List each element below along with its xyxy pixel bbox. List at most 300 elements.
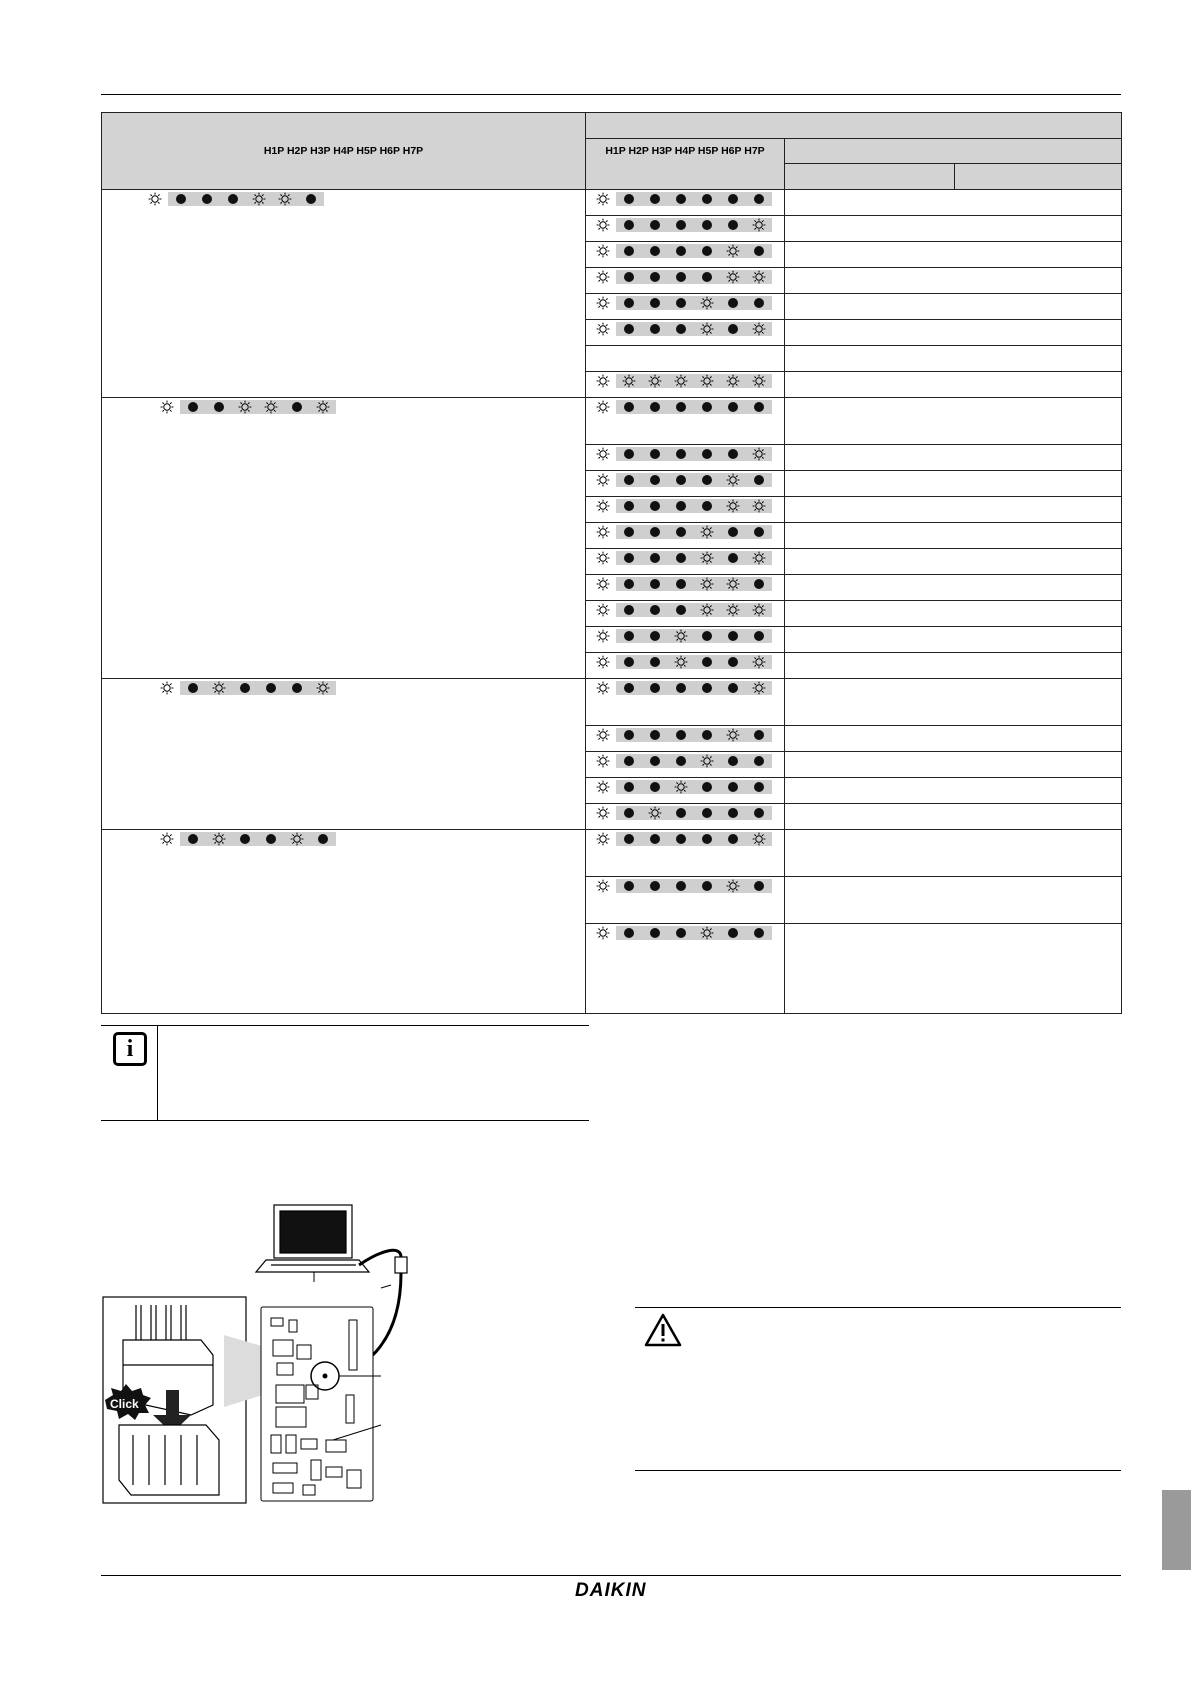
led-h5p <box>694 473 720 487</box>
led-on-sun-icon <box>148 192 162 206</box>
led-h3p <box>642 525 668 539</box>
led-h2p <box>616 218 642 232</box>
callout-line-adapter <box>381 1285 391 1288</box>
led-off-dot-icon <box>676 272 686 282</box>
row-led-cell <box>586 752 785 778</box>
led-off-dot-icon <box>624 881 634 891</box>
led-off-dot-icon <box>676 756 686 766</box>
led-pattern <box>590 655 784 669</box>
led-off-dot-icon <box>728 756 738 766</box>
led-off-dot-icon <box>650 834 660 844</box>
led-h5p <box>694 655 720 669</box>
led-h4p <box>668 473 694 487</box>
led-on-sun-icon <box>752 499 766 513</box>
caution-rule-bottom <box>635 1470 1121 1471</box>
led-h4p <box>668 192 694 206</box>
led-pattern <box>590 473 784 487</box>
led-h2p <box>616 400 642 414</box>
led-off-dot-icon <box>702 402 712 412</box>
led-h2p <box>616 551 642 565</box>
led-on-sun-icon <box>700 926 714 940</box>
led-on-sun-icon <box>264 400 278 414</box>
header-led-left: H1P H2P H3P H4P H5P H6P H7P <box>102 113 586 190</box>
led-h7p <box>746 728 772 742</box>
led-h3p <box>642 681 668 695</box>
led-off-dot-icon <box>624 324 634 334</box>
led-off-dot-icon <box>702 683 712 693</box>
led-bar <box>616 296 772 310</box>
led-h7p <box>310 681 336 695</box>
led-h4p <box>668 270 694 284</box>
led-off-dot-icon <box>176 194 186 204</box>
usb-adapter-icon <box>395 1257 407 1273</box>
led-h7p <box>746 218 772 232</box>
led-on-sun-icon <box>596 603 610 617</box>
row-led-cell <box>586 575 785 601</box>
led-h3p <box>194 192 220 206</box>
row-led-cell <box>586 877 785 924</box>
connector-socket-icon <box>119 1425 219 1495</box>
led-off-dot-icon <box>702 246 712 256</box>
table-row <box>102 190 1122 216</box>
led-h6p <box>720 879 746 893</box>
led-h3p <box>206 400 232 414</box>
led-h7p <box>746 192 772 206</box>
section-tab-marker <box>1162 1490 1191 1570</box>
led-h1p <box>154 832 180 846</box>
led-off-dot-icon <box>676 194 686 204</box>
led-h7p <box>746 577 772 591</box>
led-h1p <box>590 681 616 695</box>
led-off-dot-icon <box>702 657 712 667</box>
led-off-dot-icon <box>624 605 634 615</box>
led-pattern <box>590 577 784 591</box>
led-off-dot-icon <box>754 527 764 537</box>
led-h7p <box>746 447 772 461</box>
led-off-dot-icon <box>702 782 712 792</box>
led-on-sun-icon <box>238 400 252 414</box>
row-led-cell <box>586 601 785 627</box>
led-h4p <box>668 728 694 742</box>
led-bar <box>616 473 772 487</box>
row-description-cell <box>785 653 1122 679</box>
led-off-dot-icon <box>624 449 634 459</box>
led-off-dot-icon <box>754 808 764 818</box>
led-off-dot-icon <box>676 928 686 938</box>
led-h7p <box>746 499 772 513</box>
led-pattern <box>590 806 784 820</box>
led-h5p <box>694 629 720 643</box>
caution-rule-top <box>635 1307 1121 1308</box>
row-led-cell <box>586 549 785 575</box>
led-h2p <box>180 832 206 846</box>
row-led-cell <box>586 398 785 445</box>
row-description-cell <box>785 242 1122 268</box>
led-h6p <box>272 192 298 206</box>
led-h7p <box>746 551 772 565</box>
led-h6p <box>720 374 746 388</box>
info-rule-bottom <box>101 1120 589 1121</box>
led-h5p <box>258 681 284 695</box>
led-off-dot-icon <box>650 657 660 667</box>
led-bar <box>616 629 772 643</box>
led-h6p <box>720 577 746 591</box>
led-h3p <box>642 629 668 643</box>
led-on-sun-icon <box>752 551 766 565</box>
led-h5p <box>694 447 720 461</box>
led-h6p <box>720 400 746 414</box>
led-off-dot-icon <box>676 501 686 511</box>
led-off-dot-icon <box>676 579 686 589</box>
led-off-dot-icon <box>676 730 686 740</box>
led-h4p <box>232 832 258 846</box>
led-h1p <box>590 244 616 258</box>
row-description-cell <box>785 216 1122 242</box>
led-off-dot-icon <box>728 220 738 230</box>
led-h5p <box>246 192 272 206</box>
led-off-dot-icon <box>266 834 276 844</box>
led-h4p <box>668 780 694 794</box>
led-off-dot-icon <box>624 402 634 412</box>
led-h6p <box>284 832 310 846</box>
led-h3p <box>642 926 668 940</box>
led-on-sun-icon <box>674 655 688 669</box>
led-on-sun-icon <box>726 603 740 617</box>
led-off-dot-icon <box>702 834 712 844</box>
led-on-sun-icon <box>596 879 610 893</box>
led-h1p <box>590 296 616 310</box>
led-on-sun-icon <box>212 832 226 846</box>
led-bar <box>616 926 772 940</box>
led-h3p <box>642 655 668 669</box>
led-on-sun-icon <box>700 603 714 617</box>
led-h4p <box>668 499 694 513</box>
led-pattern <box>590 926 784 940</box>
led-off-dot-icon <box>650 501 660 511</box>
led-h2p <box>616 244 642 258</box>
led-h6p <box>284 400 310 414</box>
led-off-dot-icon <box>266 683 276 693</box>
led-off-dot-icon <box>676 246 686 256</box>
led-pattern <box>590 192 784 206</box>
led-h4p <box>668 832 694 846</box>
led-bar <box>616 499 772 513</box>
led-on-sun-icon <box>596 218 610 232</box>
led-bar <box>616 447 772 461</box>
led-off-dot-icon <box>702 475 712 485</box>
led-bar <box>616 780 772 794</box>
led-h5p <box>258 832 284 846</box>
led-pattern <box>142 192 585 206</box>
led-on-sun-icon <box>674 780 688 794</box>
led-off-dot-icon <box>754 782 764 792</box>
led-off-dot-icon <box>676 449 686 459</box>
led-pattern <box>154 681 585 695</box>
led-h2p <box>616 879 642 893</box>
led-h2p <box>168 192 194 206</box>
led-off-dot-icon <box>650 605 660 615</box>
led-h7p <box>746 926 772 940</box>
pcb-board-icon <box>261 1307 373 1501</box>
row-description-cell <box>785 190 1122 216</box>
led-h5p <box>694 192 720 206</box>
led-h6p <box>720 244 746 258</box>
led-off-dot-icon <box>728 928 738 938</box>
led-h4p <box>668 655 694 669</box>
led-off-dot-icon <box>676 808 686 818</box>
led-h5p <box>694 754 720 768</box>
led-h6p <box>720 832 746 846</box>
led-bar <box>616 754 772 768</box>
led-off-dot-icon <box>202 194 212 204</box>
led-bar <box>180 400 336 414</box>
led-on-sun-icon <box>648 806 662 820</box>
led-on-sun-icon <box>316 681 330 695</box>
led-on-sun-icon <box>160 400 174 414</box>
led-on-sun-icon <box>674 374 688 388</box>
led-h7p <box>746 780 772 794</box>
led-h1p <box>590 879 616 893</box>
led-off-dot-icon <box>702 449 712 459</box>
led-on-sun-icon <box>752 832 766 846</box>
led-off-dot-icon <box>754 631 764 641</box>
led-h5p <box>258 400 284 414</box>
led-on-sun-icon <box>700 374 714 388</box>
led-h7p <box>746 754 772 768</box>
led-off-dot-icon <box>624 475 634 485</box>
row-led-cell <box>586 804 785 830</box>
led-h2p <box>616 780 642 794</box>
led-off-dot-icon <box>624 527 634 537</box>
led-h5p <box>694 322 720 336</box>
led-off-dot-icon <box>650 220 660 230</box>
led-on-sun-icon <box>316 400 330 414</box>
led-h4p <box>668 629 694 643</box>
led-status-table <box>101 112 1122 1014</box>
led-h7p <box>310 400 336 414</box>
led-h1p <box>590 270 616 284</box>
led-pattern <box>590 374 784 388</box>
led-off-dot-icon <box>650 782 660 792</box>
led-h2p <box>616 832 642 846</box>
row-description-cell <box>785 445 1122 471</box>
led-h4p <box>668 806 694 820</box>
led-off-dot-icon <box>188 834 198 844</box>
row-led-cell <box>586 294 785 320</box>
led-h7p <box>746 879 772 893</box>
row-description-cell <box>785 627 1122 653</box>
led-h1p <box>590 629 616 643</box>
led-off-dot-icon <box>676 683 686 693</box>
led-h6p <box>720 192 746 206</box>
led-off-dot-icon <box>676 834 686 844</box>
led-off-dot-icon <box>702 808 712 818</box>
led-h5p <box>694 218 720 232</box>
led-on-sun-icon <box>726 473 740 487</box>
led-on-sun-icon <box>596 806 610 820</box>
led-h5p <box>694 780 720 794</box>
led-off-dot-icon <box>702 194 712 204</box>
led-off-dot-icon <box>728 298 738 308</box>
led-h5p <box>694 374 720 388</box>
led-h5p <box>694 525 720 539</box>
led-h2p <box>616 926 642 940</box>
led-h3p <box>642 244 668 258</box>
led-h1p <box>590 447 616 461</box>
led-h7p <box>746 473 772 487</box>
led-on-sun-icon <box>700 551 714 565</box>
svg-text:Click: Click <box>110 1397 139 1411</box>
led-on-sun-icon <box>596 244 610 258</box>
led-off-dot-icon <box>676 324 686 334</box>
led-h3p <box>206 832 232 846</box>
led-h2p <box>616 296 642 310</box>
led-h2p <box>616 655 642 669</box>
led-off-dot-icon <box>650 194 660 204</box>
row-description-cell <box>785 830 1122 877</box>
row-led-cell <box>586 679 785 726</box>
row-description-cell <box>785 372 1122 398</box>
led-off-dot-icon <box>676 298 686 308</box>
led-on-sun-icon <box>752 681 766 695</box>
led-bar <box>616 879 772 893</box>
led-on-sun-icon <box>726 374 740 388</box>
led-h6p <box>720 780 746 794</box>
led-h3p <box>642 322 668 336</box>
led-off-dot-icon <box>754 579 764 589</box>
led-bar <box>616 244 772 258</box>
led-off-dot-icon <box>676 475 686 485</box>
led-h3p <box>642 780 668 794</box>
led-off-dot-icon <box>624 631 634 641</box>
row-led-cell <box>586 653 785 679</box>
led-h3p <box>642 806 668 820</box>
group-led-cell <box>102 398 586 679</box>
led-pattern <box>590 218 784 232</box>
led-h5p <box>694 926 720 940</box>
led-off-dot-icon <box>214 402 224 412</box>
info-rule-top <box>101 1025 589 1026</box>
header-led-mid: H1P H2P H3P H4P H5P H6P H7P <box>586 139 785 190</box>
led-off-dot-icon <box>650 475 660 485</box>
led-pattern <box>590 832 784 846</box>
led-h4p <box>668 525 694 539</box>
led-h6p <box>720 296 746 310</box>
led-on-sun-icon <box>648 374 662 388</box>
table-row <box>102 830 1122 877</box>
led-h5p <box>694 270 720 284</box>
led-h5p <box>694 499 720 513</box>
led-pattern <box>590 681 784 695</box>
led-h1p <box>590 218 616 232</box>
led-pattern <box>590 879 784 893</box>
group-led-cell <box>102 679 586 830</box>
led-pattern <box>590 296 784 310</box>
row-led-cell <box>586 726 785 752</box>
row-led-cell <box>586 830 785 877</box>
led-h1p <box>590 832 616 846</box>
led-h4p <box>668 400 694 414</box>
row-led-cell <box>586 320 785 346</box>
led-off-dot-icon <box>624 756 634 766</box>
led-h6p <box>720 926 746 940</box>
led-h4p <box>668 879 694 893</box>
led-h7p <box>310 832 336 846</box>
led-h5p <box>694 577 720 591</box>
led-on-sun-icon <box>596 926 610 940</box>
led-off-dot-icon <box>650 324 660 334</box>
led-on-sun-icon <box>596 754 610 768</box>
led-h3p <box>642 551 668 565</box>
led-off-dot-icon <box>754 928 764 938</box>
led-h3p <box>642 296 668 310</box>
row-description-cell <box>785 398 1122 445</box>
led-on-sun-icon <box>752 218 766 232</box>
led-off-dot-icon <box>624 246 634 256</box>
led-off-dot-icon <box>292 683 302 693</box>
led-off-dot-icon <box>676 605 686 615</box>
led-h7p <box>746 629 772 643</box>
row-led-cell <box>586 445 785 471</box>
led-off-dot-icon <box>676 881 686 891</box>
led-on-sun-icon <box>596 400 610 414</box>
led-off-dot-icon <box>702 631 712 641</box>
row-led-cell <box>586 268 785 294</box>
led-h2p <box>616 806 642 820</box>
led-h6p <box>720 728 746 742</box>
led-h2p <box>616 499 642 513</box>
led-h7p <box>746 374 772 388</box>
led-bar <box>616 322 772 336</box>
led-on-sun-icon <box>752 374 766 388</box>
led-on-sun-icon <box>752 447 766 461</box>
led-off-dot-icon <box>624 501 634 511</box>
led-pattern <box>154 832 585 846</box>
row-description-cell <box>785 320 1122 346</box>
led-bar <box>616 603 772 617</box>
led-off-dot-icon <box>650 683 660 693</box>
led-h3p <box>642 832 668 846</box>
led-on-sun-icon <box>596 629 610 643</box>
led-h7p <box>746 832 772 846</box>
led-off-dot-icon <box>624 553 634 563</box>
led-pattern <box>590 322 784 336</box>
row-description-cell <box>785 497 1122 523</box>
led-bar <box>168 192 324 206</box>
led-bar <box>616 400 772 414</box>
led-off-dot-icon <box>650 402 660 412</box>
led-on-sun-icon <box>596 473 610 487</box>
row-description-cell <box>785 778 1122 804</box>
led-on-sun-icon <box>596 525 610 539</box>
led-bar <box>616 218 772 232</box>
led-h5p <box>694 603 720 617</box>
led-on-sun-icon <box>290 832 304 846</box>
row-led-cell <box>586 216 785 242</box>
led-h6p <box>720 218 746 232</box>
led-on-sun-icon <box>752 655 766 669</box>
led-h3p <box>642 603 668 617</box>
led-on-sun-icon <box>752 603 766 617</box>
led-bar <box>616 551 772 565</box>
pc-connection-illustration <box>101 1195 446 1515</box>
led-h3p <box>642 192 668 206</box>
led-off-dot-icon <box>292 402 302 412</box>
led-off-dot-icon <box>624 928 634 938</box>
led-off-dot-icon <box>676 402 686 412</box>
led-pattern <box>590 400 784 414</box>
led-h7p <box>746 270 772 284</box>
